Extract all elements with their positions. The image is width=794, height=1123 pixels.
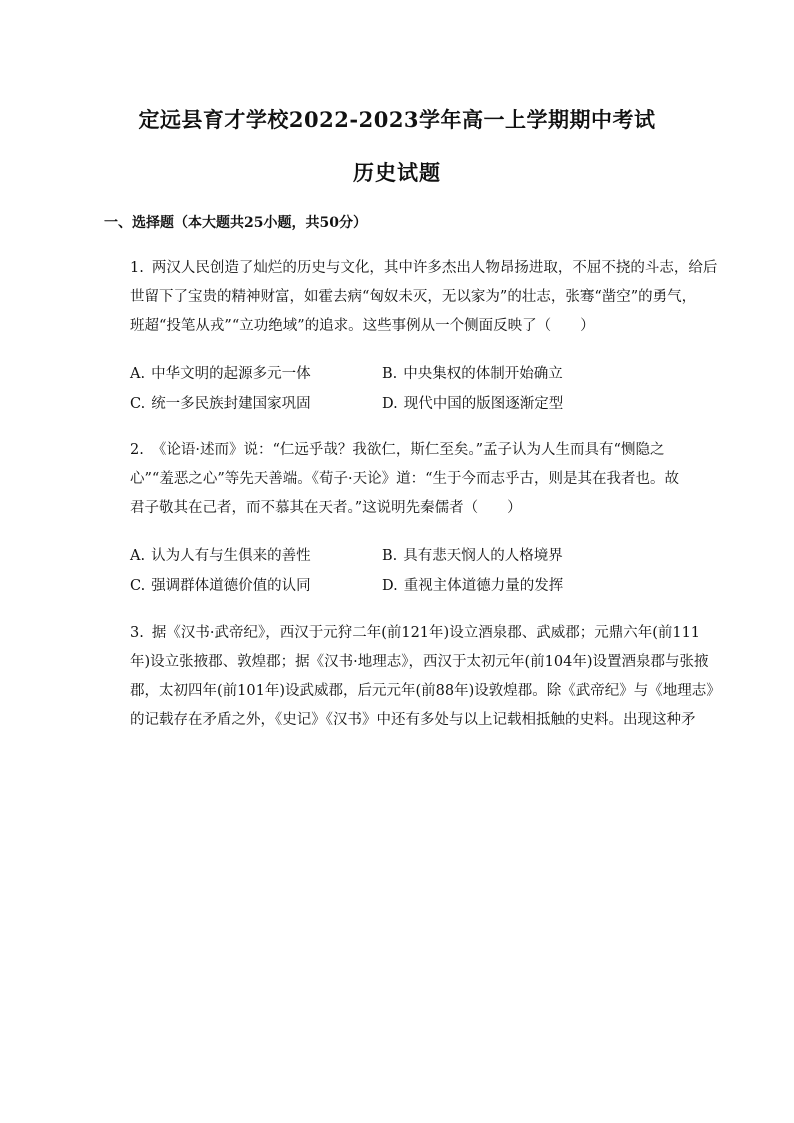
option-text: 认为人有与生俱来的善性 — [151, 548, 311, 564]
option-d — [382, 389, 563, 419]
option-letter: B. — [382, 366, 398, 382]
question-line: 年)设立张掖郡、敦煌郡；据《汉书·地理志》，西汉于太初元年(前104年)设置酒泉郡与张掖 — [130, 654, 709, 670]
question-line: 郡，太初四年(前101年)设武威郡，后元元年(前88年)设敦煌郡。除《武帝纪》与《地理志》 — [130, 683, 721, 699]
option-b — [382, 541, 563, 571]
option-text: 统一多民族封建国家巩固 — [151, 396, 311, 412]
question-line: 的记载存在矛盾之外，《史记》《汉书》中还有多处与以上记载相抵触的史料。出现这种矛 — [130, 712, 696, 728]
exam-subject-title: 历史试题 — [353, 160, 441, 185]
option-row — [130, 389, 690, 419]
option-letter: A. — [130, 366, 146, 382]
question-line — [130, 619, 701, 648]
question-line — [130, 254, 718, 283]
option-letter: A. — [130, 548, 146, 564]
option-text: 中华文明的起源多元一体 — [151, 366, 311, 382]
option-text: 强调群体道德价值的认同 — [151, 578, 311, 594]
option-row — [130, 541, 690, 571]
option-letter: D. — [382, 396, 398, 412]
option-letter: D. — [382, 578, 398, 594]
option-c — [130, 389, 311, 419]
question-line: 心”“羞恶之心”等先天善端。《荀子·天论》道：“生于今而志乎古，则是其在我者也。故 — [130, 471, 680, 487]
option-a — [130, 541, 311, 571]
option-text: 现代中国的版图逐渐定型 — [403, 396, 564, 412]
section-heading: 一、选择题（本大题共25小题，共50分） — [104, 215, 367, 231]
option-text: 具有悲天悯人的人格境界 — [403, 548, 563, 564]
option-row — [130, 571, 690, 601]
question-3 — [130, 619, 721, 735]
question-2 — [130, 436, 690, 523]
option-letter: B. — [382, 548, 398, 564]
option-a — [130, 359, 311, 389]
option-d — [382, 571, 563, 601]
option-text: 重视主体道德力量的发挥 — [403, 578, 564, 594]
option-b — [382, 359, 563, 389]
question-text: 据《汉书·武帝纪》，西汉于元狩二年(前121年)设立酒泉郡、武威郡；元鼎六年(前111 — [151, 625, 701, 641]
exam-title: 定远县育才学校2022-2023学年高一上学期期中考试 — [138, 107, 656, 132]
question-line: 世留下了宝贵的精神财富，如霍去病“匈奴未灭，无以家为”的壮志，张骞“凿空”的勇气， — [130, 289, 697, 305]
question-line: 君子敬其在己者，而不慕其在天者。”这说明先秦儒者（ ） — [130, 500, 522, 516]
question-number: 2. — [130, 442, 144, 458]
question-number: 3. — [130, 625, 144, 641]
option-text: 中央集权的体制开始确立 — [403, 366, 563, 382]
question-1 — [130, 254, 718, 341]
option-c — [130, 571, 311, 601]
option-letter: C. — [130, 578, 146, 594]
question-2-options — [130, 541, 690, 601]
question-line — [130, 436, 690, 465]
question-line: 班超“投笔从戎”“立功绝域”的追求。这些事例从一个侧面反映了（ ） — [130, 318, 595, 334]
question-number: 1. — [130, 260, 144, 276]
option-letter: C. — [130, 396, 146, 412]
question-text: 《论语·述而》说：“仁远乎哉？我欲仁，斯仁至矣。”孟子认为人生而具有“恻隐之 — [151, 442, 665, 458]
question-1-options — [130, 359, 690, 419]
question-text: 两汉人民创造了灿烂的历史与文化，其中许多杰出人物昂扬进取，不屈不挠的斗志，给后 — [151, 260, 718, 276]
option-row — [130, 359, 690, 389]
